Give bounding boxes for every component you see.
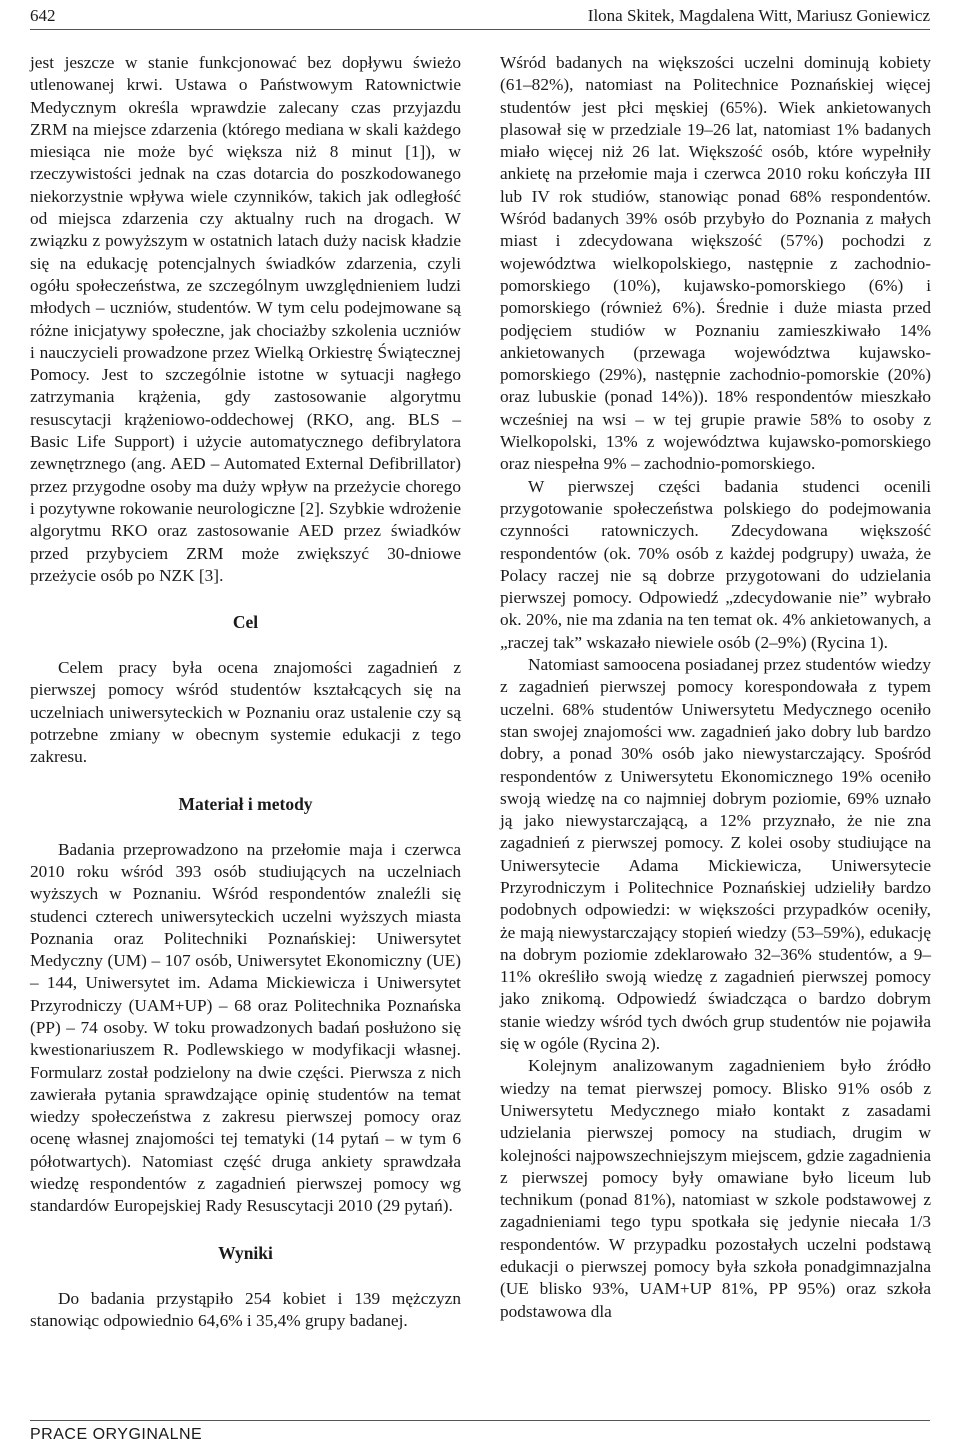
- section-heading-methods: Materiał i metody: [178, 793, 313, 814]
- header-rule: [30, 29, 930, 30]
- results-preparedness-paragraph: W pierwszej części badania studenci ocenili przygotowanie społeczeństwa polskiego do podejmowania czynności ratowniczych. Zdecydowana większość respondentów (ok. 70% osób z każdej podgrupy) uważa, że Polacy raczej nie są dobrze przygotowani do udzielania pierwszej pomocy. Odpowiedź „zdecydowanie nie” wybrało ok. 20%, nie ma zdania na ten temat ok. 4% ankietowanych, a „raczej tak” wskazało niewiele osób (2–9%) (Rycina 1).: [500, 476, 931, 652]
- cel-paragraph: Celem pracy była ocena znajomości zagadnień z pierwszej pomocy wśród studentów kształcących się na uczelniach uniwersyteckich w Poznaniu oraz ustalenie czy są potrzebne zmiany w obecnym systemie edukacji z tego zakresu.: [30, 658, 461, 767]
- page-number: 642: [30, 6, 56, 25]
- results-paragraph: Do badania przystąpiło 254 kobiet i 139 mężczyzn stanowiąc odpowiednio 64,6% i 35,4% grupy badanej.: [30, 1288, 461, 1330]
- section-heading-cel: Cel: [232, 612, 259, 633]
- section-footer-label: PRACE ORYGINALNE: [30, 1426, 203, 1443]
- results-self-assessment-paragraph: Natomiast samoocena posiadanej przez studentów wiedzy z zagadnień pierwszej pomocy korespondowała z typem uczelni. 68% studentów Uniwersytetu Medycznego oceniło stan swojej znajomości ww. zagadnień jako dobry lub bardzo dobry, a ponad 30% osób jako niewystarczający. Spośród respondentów z Uniwersytetu Ekonomicznego 19% oceniło swoją wiedzę na co najmniej dobrym poziomie, 69% uznało ją jako niewystarczającą, a 12% przyznało, że nie zna zagadnień z pierwszej pomocy. Z kolei osoby studiujące na Uniwersytecie Adama Mickiewicza, Uniwersytecie Przyrodniczym i Politechnice Poznańskiej udzieliły bardzo podobnych odpowiedzi: w większości przypadków oceniły, że mają niewystarczający stopień wiedzy (53–59%), edukację na dobrym poziomie zdeklarowało 32–36% studentów, a 9–11% określiło swoją wiedzę z zagadnień pierwszej pomocy jako znikomą. Odpowiedź świadcząca o bardzo dobrym stanie wiedzy wśród tych dwóch grup studentów nie pojawiła się w ogóle (Rycina 2).: [500, 655, 931, 1054]
- methods-paragraph: Badania przeprowadzono na przełomie maja i czerwca 2010 roku wśród 393 osób studiujących na uczelniach wyższych w Poznaniu. Wśród respondentów znaleźli się studenci czterech uniwersyteckich uczelni wyższych miasta Poznania oraz Politechniki Poznańskiej: Uniwersytet Medyczny (UM) – 107 osób, Uniwersytet Ekonomiczny (UE) – 144, Uniwersytet im. Adama Mickiewicza i Uniwersytet Przyrodniczy (UAM+UP) – 68 oraz Politechnika Poznańska (PP) – 74 osoby. W toku prowadzonych badań posłużono się kwestionariuszem R. Podlewskiego w modyfikacji własnej. Formularz został podzielony na dwie części. Pierwsza z nich zawierała pytania sprawdzające opinię studentów na temat wiedzy społeczeństwa z zakresu pierwszej pomocy oraz ocenę własnej znajomości tej tematyki (14 pytań – w tym 6 półotwartych). Natomiast część druga ankiety sprawdzała wiedzę respondentów z zagadnień pierwszej pomocy wg standardów Europejskiej Rady Resuscytacji 2010 (29 pytań).: [30, 839, 461, 1216]
- section-heading-results: Wyniki: [218, 1242, 273, 1263]
- right-column: [500, 52, 931, 1323]
- running-header: [30, 4, 930, 28]
- results-knowledge-source-paragraph: Kolejnym analizowanym zagadnieniem było źródło wiedzy na temat pierwszej pomocy. Blisko 91% osób z Uniwersytetu Medycznego miało kontakt z zasadami udzielania pierwszej pomocy na studiach, drugim w kolejności najpowszechniejszym miejscem, gdzie zagadnienia z pierwszej pomocy były omawiane było liceum lub technikum (ponad 81%), natomiast w szkole podstawowej z zagadnieniami tego typu spotkała się jedynie niecała 1/3 respondentów. W przypadku pozostałych uczelni podstawą edukacji o pierwszej pomocy była szkoła ponadgimnazjalna (UE blisko 93%, UAM+UP 81%, PP 95%) oraz szkoła podstawowa dla: [500, 1056, 931, 1321]
- results-demographics-paragraph: Wśród badanych na większości uczelni dominują kobiety (61–82%), natomiast na Politechnice Poznańskiej więcej studentów jest płci męskiej (65%). Wiek ankietowanych plasował się w przedziale 19–26 lat, natomiast 1% badanych miało więcej niż 26 lat. Większość osób, które wypełniły ankietę na przełomie maja i czerwca 2010 roku kończyła III lub IV rok studiów, stanowiąc ponad 68% respondentów. Wśród badanych 39% osób przybyło do Poznania z małych miast i zdecydowana większość (57%) pochodzi z województwa wielkopolskiego, następnie z zachodnio-pomorskiego (10%), kujawsko-pomorskiego (6%) i pomorskiego (również 6%). Średnie i duże miasta przed podjęciem studiów w Poznaniu zamieszkiwało 14% ankietowanych (przewaga województwa kujawsko-pomorskiego (29%), następnie zachodnio-pomorskie (20%) oraz lubuskie (ponad 14%)). 18% respondentów mieszkało wcześniej na wsi – w tej grupie prawie 58% to osoby z Wielkopolski, 13% z województwa kujawsko-pomorskiego oraz niespełna 9% – zachodnio-pomorskiego.: [500, 53, 931, 474]
- footer-rule: [30, 1420, 930, 1421]
- left-column: [30, 52, 461, 1332]
- running-header-authors: Ilona Skitek, Magdalena Witt, Mariusz Goniewicz: [587, 6, 930, 25]
- intro-paragraph-continued: jest jeszcze w stanie funkcjonować bez dopływu świeżo utlenowanej krwi. Ustawa o Państwowym Ratownictwie Medycznym określa wprawdzie zalecany czas przyjazdu ZRM na miejsce zdarzenia (którego mediana w skali każdego miesiąca nie może być większa niż 8 minut [1]), w rzeczywistości jednak na czas dotarcia do poszkodowanego niekorzystnie wpływa wiele czynników, takich jak odległość od miejsca zdarzenia czy aktualny ruch na drogach. W związku z powyższym w ostatnich latach duży nacisk kładzie się na edukację potencjalnych świadków zdarzenia, czyli ogółu społeczeństwa, ze szczególnym uwzględnieniem ludzi młodych – uczniów, studentów. W tym celu podejmowane są różne inicjatywy społeczne, jak chociażby szkolenia uczniów i nauczycieli prowadzone przez Wielką Orkiestrę Świątecznej Pomocy. Jest to szczególnie istotne w sytuacji nagłego zatrzymania krążenia, gdy zastosowanie algorytmu resuscytacji krążeniowo-oddechowej (RKO, ang. BLS – Basic Life Support) i użycie automatycznego defibrylatora zewnętrznego (ang. AED – Automated External Defibrillator) przez przygodne osoby ma duży wpływ na przeżycie chorego i pozytywne rokowanie neurologiczne [2]. Szybkie wdrożenie algorytmu RKO oraz zastosowanie AED przez świadków przed przybyciem ZRM może zwiększyć 30-dniowe przeżycie osób po NZK [3].: [30, 53, 461, 585]
